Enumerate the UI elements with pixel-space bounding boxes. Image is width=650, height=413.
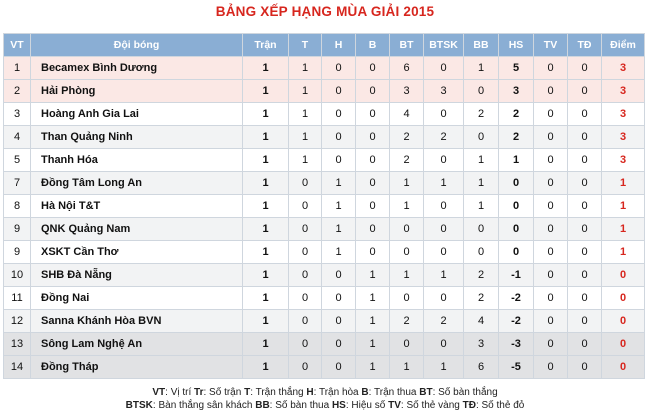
col-header-away-goals: BTSK [424,34,464,57]
position-cell: 1 [4,57,31,80]
goal-difference-cell: 1 [499,149,534,172]
yellow-cards-cell: 0 [534,103,568,126]
yellow-cards-cell: 0 [534,241,568,264]
goals-for-cell: 2 [390,149,424,172]
position-cell: 9 [4,218,31,241]
losses-cell: 1 [356,356,390,379]
played-cell: 1 [243,195,289,218]
legend-description: : Hiệu số [345,400,386,411]
losses-cell: 1 [356,333,390,356]
yellow-cards-cell: 0 [534,195,568,218]
position-cell: 8 [4,195,31,218]
wins-cell: 1 [289,80,322,103]
away-goals-cell: 0 [424,241,464,264]
goals-against-cell: 1 [464,195,499,218]
away-goals-cell: 0 [424,333,464,356]
draws-cell: 0 [322,264,356,287]
yellow-cards-cell: 0 [534,172,568,195]
goal-difference-cell: 0 [499,172,534,195]
losses-cell: 1 [356,310,390,333]
col-header-wins: T [289,34,322,57]
wins-cell: 0 [289,310,322,333]
table-row [4,126,645,149]
team-name-cell: SHB Đà Nẵng [31,264,243,287]
losses-cell: 0 [356,149,390,172]
losses-cell: 0 [356,241,390,264]
goals-against-cell: 4 [464,310,499,333]
goals-for-cell: 0 [390,287,424,310]
legend-key: BTSK [125,400,153,411]
legend-description: : Bàn thắng sân khách [152,400,253,411]
played-cell: 1 [243,333,289,356]
yellow-cards-cell: 0 [534,310,568,333]
points-cell: 1 [602,172,645,195]
losses-cell: 0 [356,57,390,80]
points-cell: 3 [602,57,645,80]
table-row [4,103,645,126]
team-name-cell: Đồng Tháp [31,356,243,379]
legend-description: : Số thẻ đỏ [475,400,525,411]
wins-cell: 0 [289,172,322,195]
wins-cell: 1 [289,149,322,172]
away-goals-cell: 0 [424,218,464,241]
draws-cell: 0 [322,356,356,379]
table-row [4,356,645,379]
draws-cell: 0 [322,287,356,310]
red-cards-cell: 0 [568,195,602,218]
goals-for-cell: 1 [390,195,424,218]
team-name-cell: Hải Phòng [31,80,243,103]
losses-cell: 1 [356,287,390,310]
red-cards-cell: 0 [568,264,602,287]
position-cell: 12 [4,310,31,333]
team-name-cell: Hoàng Anh Gia Lai [31,103,243,126]
col-header-played: Trận [243,34,289,57]
position-cell: 13 [4,333,31,356]
points-cell: 0 [602,287,645,310]
position-cell: 9 [4,241,31,264]
col-header-goal-difference: HS [499,34,534,57]
goals-against-cell: 2 [464,287,499,310]
team-name-cell: Sông Lam Nghệ An [31,333,243,356]
goal-difference-cell: -2 [499,287,534,310]
yellow-cards-cell: 0 [534,80,568,103]
losses-cell: 0 [356,218,390,241]
team-name-cell: Becamex Bình Dương [31,57,243,80]
yellow-cards-cell: 0 [534,57,568,80]
table-row [4,287,645,310]
points-cell: 3 [602,80,645,103]
played-cell: 1 [243,172,289,195]
goals-for-cell: 0 [390,333,424,356]
losses-cell: 0 [356,103,390,126]
team-name-cell: QNK Quảng Nam [31,218,243,241]
away-goals-cell: 2 [424,310,464,333]
goals-against-cell: 1 [464,172,499,195]
played-cell: 1 [243,356,289,379]
legend-key: BB [255,400,270,411]
col-header-yellow-cards: TV [534,34,568,57]
goal-difference-cell: -5 [499,356,534,379]
legend-key: TV [388,400,401,411]
goal-difference-cell: -2 [499,310,534,333]
position-cell: 11 [4,287,31,310]
wins-cell: 0 [289,356,322,379]
legend-key: Tr [194,387,204,398]
away-goals-cell: 0 [424,287,464,310]
yellow-cards-cell: 0 [534,287,568,310]
table-row [4,241,645,264]
goals-against-cell: 0 [464,126,499,149]
goal-difference-cell: 0 [499,195,534,218]
goals-for-cell: 1 [390,356,424,379]
table-row [4,264,645,287]
played-cell: 1 [243,287,289,310]
red-cards-cell: 0 [568,80,602,103]
draws-cell: 0 [322,126,356,149]
red-cards-cell: 0 [568,287,602,310]
goal-difference-cell: 3 [499,80,534,103]
legend-key: T [244,387,251,398]
red-cards-cell: 0 [568,241,602,264]
legend-description: : Vị trí [165,387,192,398]
losses-cell: 0 [356,80,390,103]
draws-cell: 0 [322,80,356,103]
col-header-goals-against: BB [464,34,499,57]
team-name-cell: Sanna Khánh Hòa BVN [31,310,243,333]
red-cards-cell: 0 [568,333,602,356]
position-cell: 10 [4,264,31,287]
goal-difference-cell: 5 [499,57,534,80]
wins-cell: 0 [289,333,322,356]
losses-cell: 0 [356,126,390,149]
away-goals-cell: 0 [424,57,464,80]
position-cell: 7 [4,172,31,195]
legend-key: VT [152,387,166,398]
goals-for-cell: 6 [390,57,424,80]
page-title: BẢNG XẾP HẠNG MÙA GIẢI 2015 [215,4,435,19]
col-header-vt: VT [4,34,31,57]
goals-against-cell: 0 [464,80,499,103]
goals-against-cell: 1 [464,57,499,80]
yellow-cards-cell: 0 [534,356,568,379]
goals-against-cell: 0 [464,218,499,241]
team-name-cell: Đồng Nai [31,287,243,310]
legend-line-1 [0,387,650,398]
red-cards-cell: 0 [568,57,602,80]
yellow-cards-cell: 0 [534,333,568,356]
legend-description: : Trận thua [368,387,417,398]
position-cell: 3 [4,103,31,126]
col-header-goals-for: BT [390,34,424,57]
goals-for-cell: 1 [390,264,424,287]
points-cell: 0 [602,356,645,379]
losses-cell: 1 [356,264,390,287]
away-goals-cell: 0 [424,103,464,126]
col-header-team: Đội bóng [31,34,243,57]
legend-line-2 [0,400,650,411]
goal-difference-cell: -3 [499,333,534,356]
played-cell: 1 [243,310,289,333]
played-cell: 1 [243,149,289,172]
draws-cell: 1 [322,172,356,195]
team-name-cell: Thanh Hóa [31,149,243,172]
points-cell: 3 [602,126,645,149]
draws-cell: 1 [322,195,356,218]
table-row [4,218,645,241]
draws-cell: 0 [322,310,356,333]
legend-description: : Trận thắng [250,387,304,398]
draws-cell: 1 [322,241,356,264]
red-cards-cell: 0 [568,356,602,379]
played-cell: 1 [243,218,289,241]
position-cell: 2 [4,80,31,103]
red-cards-cell: 0 [568,310,602,333]
goals-against-cell: 3 [464,333,499,356]
yellow-cards-cell: 0 [534,126,568,149]
played-cell: 1 [243,103,289,126]
away-goals-cell: 2 [424,126,464,149]
red-cards-cell: 0 [568,149,602,172]
goals-for-cell: 3 [390,80,424,103]
table-row [4,57,645,80]
yellow-cards-cell: 0 [534,264,568,287]
draws-cell: 0 [322,57,356,80]
draws-cell: 0 [322,103,356,126]
red-cards-cell: 0 [568,126,602,149]
position-cell: 5 [4,149,31,172]
away-goals-cell: 1 [424,264,464,287]
table-row [4,333,645,356]
wins-cell: 0 [289,241,322,264]
header-row [4,34,645,57]
legend-key: TĐ [462,400,476,411]
position-cell: 14 [4,356,31,379]
goals-for-cell: 2 [390,126,424,149]
draws-cell: 1 [322,218,356,241]
points-cell: 1 [602,218,645,241]
points-cell: 1 [602,241,645,264]
col-header-red-cards: TĐ [568,34,602,57]
points-cell: 3 [602,103,645,126]
goals-against-cell: 6 [464,356,499,379]
standings-table [3,33,645,379]
away-goals-cell: 1 [424,172,464,195]
goals-for-cell: 1 [390,172,424,195]
legend-key: BT [419,387,433,398]
points-cell: 0 [602,333,645,356]
goal-difference-cell: 0 [499,241,534,264]
goals-for-cell: 0 [390,241,424,264]
legend-description: : Số bàn thua [269,400,330,411]
table-row [4,149,645,172]
wins-cell: 0 [289,218,322,241]
legend-key: HS [331,400,346,411]
yellow-cards-cell: 0 [534,218,568,241]
points-cell: 3 [602,149,645,172]
points-cell: 0 [602,310,645,333]
goal-difference-cell: 2 [499,126,534,149]
played-cell: 1 [243,126,289,149]
goals-against-cell: 1 [464,149,499,172]
wins-cell: 1 [289,126,322,149]
red-cards-cell: 0 [568,103,602,126]
goals-for-cell: 4 [390,103,424,126]
away-goals-cell: 1 [424,356,464,379]
red-cards-cell: 0 [568,172,602,195]
yellow-cards-cell: 0 [534,149,568,172]
played-cell: 1 [243,57,289,80]
col-header-losses: B [356,34,390,57]
table-row [4,310,645,333]
draws-cell: 0 [322,149,356,172]
goal-difference-cell: 0 [499,218,534,241]
team-name-cell: XSKT Cần Thơ [31,241,243,264]
col-header-points: Điểm [602,34,645,57]
losses-cell: 0 [356,172,390,195]
away-goals-cell: 3 [424,80,464,103]
table-row [4,80,645,103]
legend-description: : Trận hòa [313,387,359,398]
losses-cell: 0 [356,195,390,218]
points-cell: 0 [602,264,645,287]
wins-cell: 0 [289,264,322,287]
goals-for-cell: 0 [390,218,424,241]
legend-description: : Số bàn thắng [432,387,498,398]
team-name-cell: Đồng Tâm Long An [31,172,243,195]
played-cell: 1 [243,80,289,103]
red-cards-cell: 0 [568,218,602,241]
goals-against-cell: 2 [464,103,499,126]
table-row [4,195,645,218]
wins-cell: 1 [289,57,322,80]
team-name-cell: Hà Nội T&T [31,195,243,218]
draws-cell: 0 [322,333,356,356]
goals-against-cell: 2 [464,264,499,287]
goal-difference-cell: 2 [499,103,534,126]
team-name-cell: Than Quảng Ninh [31,126,243,149]
legend-description: : Số thẻ vàng [400,400,460,411]
wins-cell: 0 [289,195,322,218]
legend-key: H [306,387,314,398]
away-goals-cell: 0 [424,195,464,218]
away-goals-cell: 0 [424,149,464,172]
wins-cell: 0 [289,287,322,310]
position-cell: 4 [4,126,31,149]
played-cell: 1 [243,264,289,287]
legend-key: B [361,387,369,398]
goal-difference-cell: -1 [499,264,534,287]
wins-cell: 1 [289,103,322,126]
goals-for-cell: 2 [390,310,424,333]
table-row [4,172,645,195]
points-cell: 1 [602,195,645,218]
goals-against-cell: 0 [464,241,499,264]
legend-description: : Số trận [203,387,242,398]
played-cell: 1 [243,241,289,264]
col-header-draws: H [322,34,356,57]
